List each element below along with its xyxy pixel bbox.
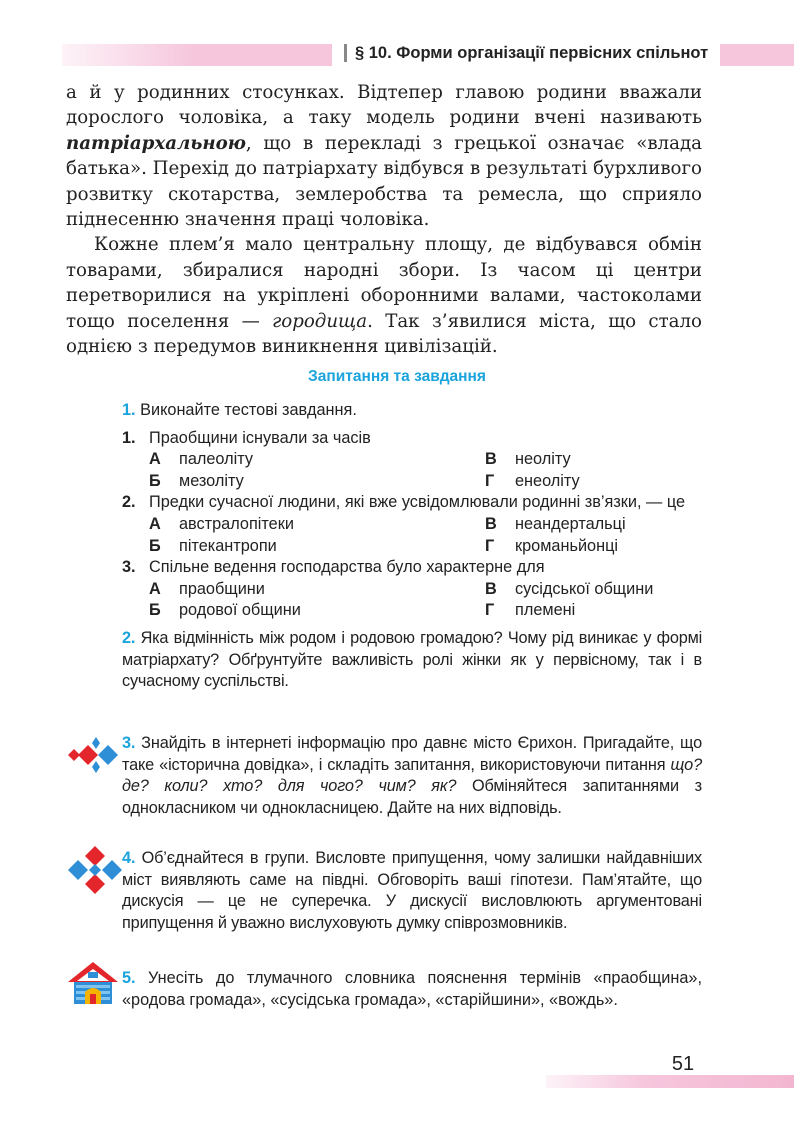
option-letter: В	[485, 514, 497, 533]
option-letter: Б	[149, 536, 161, 555]
test-2-number: 2.	[122, 493, 136, 512]
test-1-number: 1.	[122, 428, 136, 447]
option-letter: А	[149, 579, 161, 598]
test-2-option-v[interactable]	[485, 514, 705, 536]
option-text: кроманьйонці	[515, 536, 619, 555]
test-3-options	[122, 579, 702, 622]
question-1-text: Виконайте тестові завдання.	[140, 401, 357, 419]
question-5-number: 5.	[122, 969, 136, 987]
test-3-option-h[interactable]	[485, 600, 705, 622]
option-text: австралопітеки	[179, 514, 294, 533]
test-2	[122, 492, 702, 514]
question-3-text-b: Обміняйтеся запитаннями з однокласником чи однокласницею. Дайте на них відповідь.	[122, 777, 702, 817]
test-2-options	[122, 514, 702, 557]
option-text: пітекантропи	[179, 536, 277, 555]
test-3-option-v[interactable]	[485, 579, 705, 601]
question-1-number: 1.	[122, 401, 136, 419]
question-3-text-a: Знайдіть в інтернеті інформацію про давнє місто Єрихон. Пригадайте, що таке «історична довідка», і складіть запитання, використовуючи питання	[122, 734, 703, 774]
running-header	[332, 38, 720, 68]
test-3	[122, 557, 702, 579]
question-1-block	[122, 400, 702, 693]
header-title: § 10. Форми організації первісних спільнот	[355, 43, 709, 62]
p2-text-b: . Так з’явилися міста, що стало однією з передумов виникнення цивілізацій.	[66, 310, 702, 358]
question-4	[122, 848, 702, 934]
body-text	[66, 80, 702, 359]
test-1	[122, 428, 702, 450]
page-number: 51	[671, 1053, 695, 1075]
test-3-number: 3.	[122, 558, 136, 577]
test-2-option-a[interactable]	[149, 514, 485, 536]
question-1	[122, 400, 702, 422]
paragraph-1	[66, 80, 702, 232]
option-letter: Б	[149, 601, 161, 620]
test-2-option-h[interactable]	[485, 536, 705, 558]
question-4-number: 4.	[122, 849, 136, 867]
question-5-text: Унесіть до тлумачного словника пояснення термінів «праобщина», «родова громада», «сусідська громада», «старійшини», «вождь».	[122, 969, 702, 1009]
test-2-option-b[interactable]	[149, 536, 485, 558]
option-letter: А	[149, 514, 161, 533]
house-icon	[66, 960, 120, 1006]
test-1-option-b[interactable]	[149, 471, 485, 493]
option-letter: В	[485, 579, 497, 598]
term-hillfort: городища	[272, 310, 368, 332]
questions-title: Запитання та завдання	[308, 368, 486, 385]
option-text: мезоліту	[179, 471, 244, 490]
term-patriarchal: патріархальною	[66, 132, 246, 154]
option-text: племені	[515, 601, 576, 620]
test-3-option-b[interactable]	[149, 600, 485, 622]
question-5	[122, 968, 702, 1011]
red-blue-ornament-icon	[66, 735, 124, 775]
test-3-text: Спільне ведення господарства було характерне для	[149, 558, 545, 577]
question-2-text: Яка відмінність між родом і родовою громадою? Чому рід виникає у формі матріархату? Обґрунтуйте важливість ролі жінки як у первісному, так і в сучасному суспільстві.	[122, 628, 703, 691]
question-3-number: 3.	[122, 734, 136, 752]
question-4-text: Об’єднайтеся в групи. Висловте припущення, чому залишки найдавніших міст виявляють саме на півдні. Обговоріть ваші гіпотези. Пам’ятайте, що дискусія — це не суперечка. У дискусії висловлюють аргументовані припущення й уважно вислуховують думку співрозмовників.	[122, 849, 703, 932]
option-letter: Б	[149, 471, 161, 490]
option-text: неандертальці	[515, 514, 626, 533]
p2-text-a: Кожне плем’я мало центральну площу, де відбувався обмін товарами, збиралися народні збори. Із часом ці центри перетворилися на укріплені оборонними валами, частоколами тощо поселення —	[66, 234, 702, 332]
p1-text-b: , що в перекладі з грецької означає «влада батька». Перехід до патріархату відбувся в результаті бурхливого розвитку скотарства, землеробства та ремесла, що сприяло піднесенню значення праці чоловіка.	[66, 132, 702, 231]
option-letter: А	[149, 450, 161, 469]
option-text: праобщини	[179, 579, 265, 598]
option-text: родової общини	[179, 601, 301, 620]
option-letter: В	[485, 450, 497, 469]
test-1-option-h[interactable]	[485, 471, 705, 493]
p1-text-a: а й у родинних стосунках. Відтепер главою родини вважали дорослого чоловіка, а таку модель родини вчені називають	[66, 82, 702, 129]
option-text: неоліту	[515, 450, 571, 469]
option-letter: Г	[485, 536, 495, 555]
footer-band	[546, 1075, 794, 1088]
header-separator	[344, 44, 347, 62]
option-letter: Г	[485, 471, 495, 490]
question-2	[122, 628, 702, 693]
blue-red-ornament-icon	[66, 846, 124, 894]
paragraph-2	[66, 232, 702, 359]
question-3-italic: що? де? коли? хто? для чого? чим? як?	[122, 755, 702, 796]
test-1-option-v[interactable]	[485, 449, 705, 471]
test-1-text: Праобщини існували за часів	[149, 428, 371, 447]
test-2-text: Предки сучасної людини, які вже усвідомлювали родинні зв’язки, — це	[149, 493, 686, 512]
test-1-options	[122, 449, 702, 492]
option-text: енеоліту	[515, 471, 580, 490]
question-2-number: 2.	[122, 628, 136, 647]
option-letter: Г	[485, 601, 495, 620]
option-text: сусідської общини	[515, 579, 654, 598]
option-text: палеоліту	[179, 450, 254, 469]
test-1-option-a[interactable]	[149, 449, 485, 471]
question-3	[122, 733, 702, 819]
test-3-option-a[interactable]	[149, 579, 485, 601]
